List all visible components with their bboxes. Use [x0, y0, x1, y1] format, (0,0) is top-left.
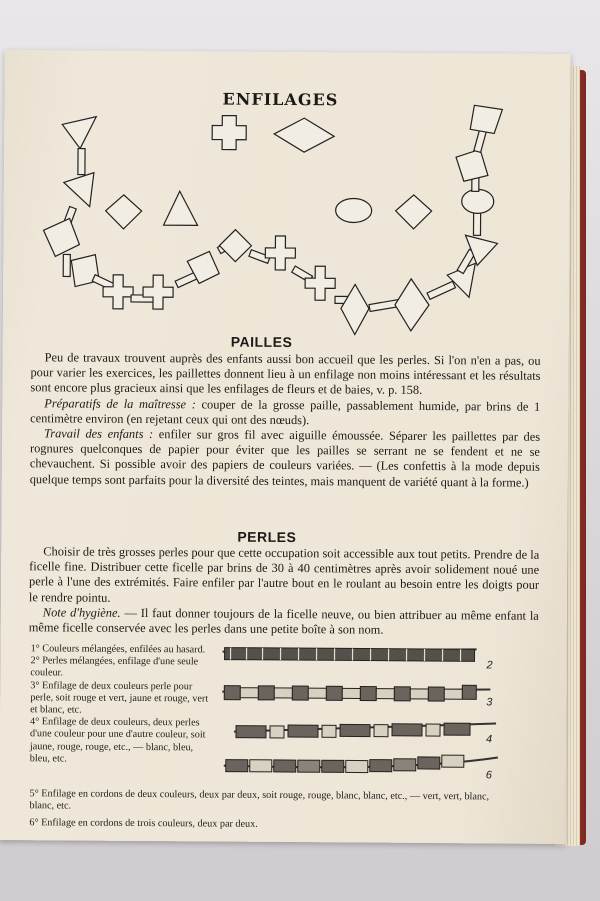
bead — [236, 726, 266, 738]
para-body: — Il faut donner toujours de la ficelle neuve, ou bien attribuer au même enfant la même ficelle conservée avec les perles dans une petite boîte à son nom. — [28, 605, 539, 637]
bead — [392, 724, 422, 736]
bead-string-4 — [234, 722, 496, 740]
legend-item-2: 2° Perles mélangées, enfilage d'une seule couleur. — [30, 655, 199, 679]
page-title: ENFILAGES — [222, 89, 339, 110]
pailles-para-1: Peu de travaux trouvent auprès des enfants aussi bon accueil que les perles. Si l'on n'en a pas, ou pour varier les exercices, les paillettes donnent lieu à un enfilage non moins intéressant et les résultats sont encore plus gracieux ainsi que les enfilages de fleurs et de baies, v. p. 158. — [30, 350, 541, 398]
figure-number-3: 3 — [486, 696, 493, 709]
heading-perles: PERLES — [237, 528, 297, 546]
bead — [340, 724, 370, 736]
bead — [360, 687, 376, 701]
bead — [224, 686, 240, 700]
bead — [226, 760, 248, 772]
legend-item-1: 1° Couleurs mélangées, enfilées au hasard. — [30, 643, 206, 656]
figure-number-2: 2 — [486, 659, 493, 672]
bead — [370, 760, 392, 772]
bead — [428, 687, 444, 701]
legend-item-5: 5° Enfilage en cordons de deux couleurs, deux par deux, soit rouge, rouge, blanc, blanc, etc., — vert, vert, blanc, blanc, etc. — [29, 788, 490, 812]
para-label: Travail des enfants : — [44, 426, 154, 442]
bead — [326, 686, 342, 700]
figure-number-4: 4 — [485, 733, 493, 746]
perles-para-1: Choisir de très grosses perles pour que cette occupation soit accessible aux tout petits. Prendre de la ficelle fine. Distribuer cette ficelle par brins de 30 à 40 centimètres après avoir solidement noué une perle à l'une des extrémités. Faire enfiler par l'autre bout en le roulant au besoin entre les doigts pour le rendre pointu. — [28, 544, 540, 605]
para-label: Note d'hygiène. — [42, 605, 121, 620]
bead — [322, 760, 344, 772]
legend-item-6: 6° Enfilage en cordons de trois couleurs, deux par deux. — [29, 817, 258, 830]
para-body: couper de la grosse paille, passablement humide, par brins de 1 centimètre environ (en rejetant ceux qui ont des nœuds). — [30, 396, 541, 427]
bead — [418, 757, 440, 769]
bead — [274, 760, 296, 772]
bead-strings-illustration — [0, 50, 571, 844]
para-label: Préparatifs de la maîtresse : — [44, 395, 196, 411]
para-body: enfiler sur gros fil avec aiguille émoussée. Séparer les paillettes par des rognures quelconques de papier pour éviter que les pailles se serrant ne se fendent et ne se chevauchent. Si possible avoir des papiers de couleurs variées. — (Les confettis à la mode depuis quelque temps sont parfaits pour la diversité des teintes, mais manquent de variété quant à la forme.) — [29, 427, 541, 490]
bead — [444, 723, 470, 735]
bead-string-3 — [222, 684, 490, 702]
legend-item-3: 3° Enfilage de deux couleurs perle pour perle, soit rouge et vert, jaune et rouge, vert et blanc, etc. — [30, 679, 209, 716]
legend-item-4: 4° Enfilage de deux couleurs, deux perles d'une couleur pour une d'autre couleur, soit jaune, rouge, rouge, etc., — blanc, bleu, bleu, etc. — [29, 716, 206, 765]
book-page — [0, 50, 571, 844]
bead-string-6 — [224, 754, 498, 774]
bead — [258, 686, 274, 700]
bead — [462, 685, 476, 699]
bead — [394, 687, 410, 701]
figure-number-6: 6 — [485, 769, 492, 782]
heading-pailles: PAILLES — [230, 333, 293, 351]
bead — [292, 686, 308, 700]
bead — [288, 725, 318, 737]
bead-string-2 — [223, 648, 477, 662]
